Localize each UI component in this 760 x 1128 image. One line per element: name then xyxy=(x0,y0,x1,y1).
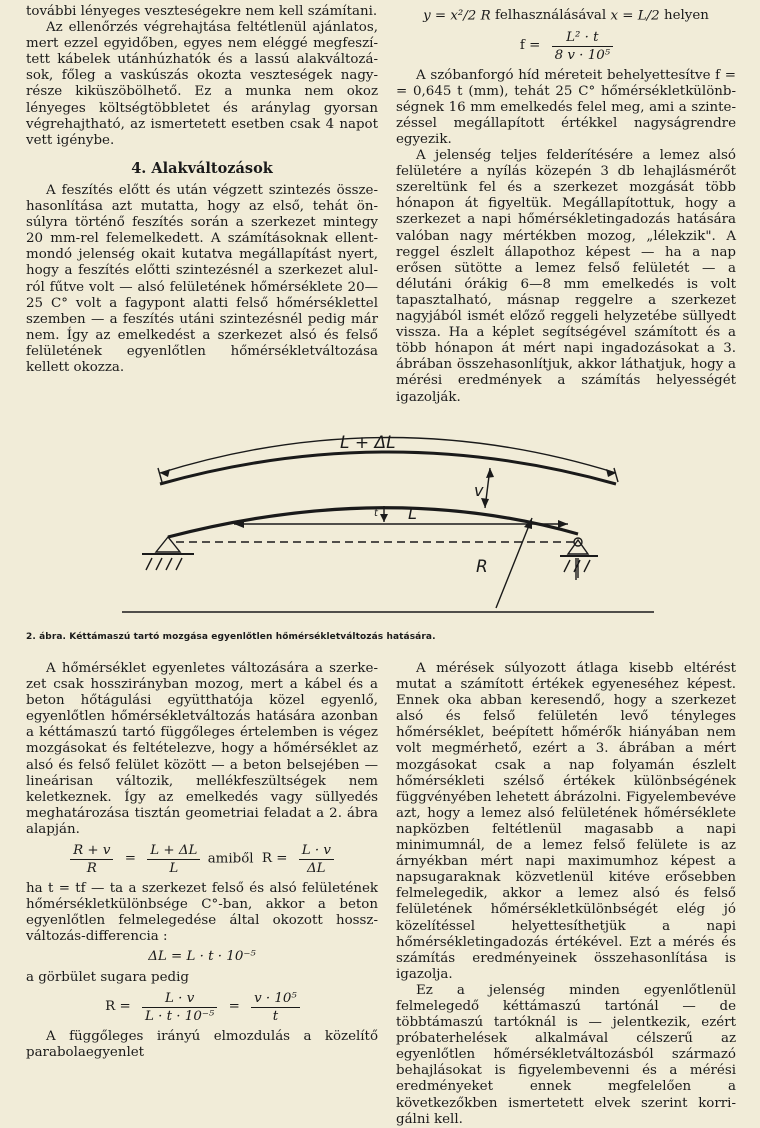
numerator: L · v xyxy=(299,842,334,860)
label-l-plus-dl: L + ΔL xyxy=(340,433,396,453)
paragraph: további lényeges veszteségekre nem kell számítani. xyxy=(26,4,378,19)
equation-2: ΔL = L · t · 10⁻⁵ xyxy=(148,949,256,965)
paragraph: Az ellenőrzés végrehajtása feltétlenül ajánlatos, mert ezzel egyidőben, egyes nem eléggé megfeszített kábelek utánhúzhatók és a lassú alakváltozások, főleg a vaskúszás okozta veszteségek nagyrésze kiküszöbölhető. Ez a munka nem okoz lényeges költségtöbbletet és aránylag gyorsan végrehajtható, az ismertetett esetben csak 4 napot vett igénybe. xyxy=(26,20,378,148)
label-t: t xyxy=(374,508,378,519)
paragraph: A jelenség teljes felderítésére a lemez alsó felületére a nyílás közepén 3 db lehajlásmérőt szereltünk fel és a szerkezet mozgását több hónapon át figyeltük. Megállapítottuk, hogy a szerkezet a napi hőmérsékletingadozás hatására valóban nagy mértékben mozog, „lélekzik". A reggel észlelt állapothoz képest — ha a nap erősen sütötte a lemez felső felületét — a délutáni órákig 6—8 mm emelkedés is volt tapasztalható, másnap reggelre a szerkezet nagyjából ismét előző reggeli helyzetébe süllyedt vissza. Ha a képlet segítségével számított és a több hónapon át mért napi ingadozásokat a 3. ábrában összehasonlítjuk, akkor láthatjuk, hogy a mérési eredmények a számítás helyességét igazolják. xyxy=(396,148,736,405)
label-r: R xyxy=(476,557,488,577)
paragraph: A mérések súlyozott átlaga kisebb eltérést mutat a számított értékek egyeneséhez képest. Ennek oka abban keresendő, hogy a szerkezet alsó és felső felületén levő tényleges hőmérséklet, beépített hőmérők hiányában nem volt megmérhető, ezért a 3. ábrában a mért mozgásokat csak a nap folyamán észlelt hőmérsékleti szélső értékek különbségének függvényében lehetett ábrázolni. Figyelembevéve azt, hogy a lemez alsó felületének hőmérséklete napközben feltétlenül magasabb a napi minimumnál, de a lemez felső felülete is az árnyékban mért napi maximumhoz képest a napsugaraknak közvetlenül kitéve erősebben felmelegedik, akkor a lemez alsó és felső felületének hőmérsékletkülönbségét elég jó közelítéssel helyettesíthetjük a napi hőmérsékletingadozás értékével. Ezt a mérés és számítás eredményeinek összehasonlítása is igazolja. xyxy=(396,661,736,982)
radius-line xyxy=(496,518,532,608)
fraction xyxy=(251,990,300,1025)
figure-caption: 2. ábra. Kéttámaszú tartó mozgása egyenlőtlen hőmérsékletváltozás hatására. xyxy=(26,632,436,642)
equals-sign: = xyxy=(124,851,136,867)
equation-intro xyxy=(396,8,736,25)
paragraph: a görbület sugara pedig xyxy=(26,969,189,985)
denominator: L · t · 10⁻⁵ xyxy=(145,1008,215,1024)
equation-1 xyxy=(26,842,378,877)
numerator: R + v xyxy=(70,842,113,860)
numerator: L² · t xyxy=(552,29,614,47)
equation-part: helyen xyxy=(663,8,709,23)
beam-deflection-figure xyxy=(108,430,668,616)
denominator: ΔL xyxy=(307,861,326,877)
left-support xyxy=(156,537,180,552)
tick-right xyxy=(614,468,618,482)
left-column-bottom xyxy=(26,661,378,1061)
right-column-top xyxy=(396,4,736,406)
numerator: v · 10⁵ xyxy=(251,990,300,1008)
tick-left xyxy=(158,468,162,482)
equation-f xyxy=(396,29,736,64)
equation-part: y = x²/2 R xyxy=(423,8,491,24)
beam-top-surface xyxy=(160,452,616,484)
paragraph: Ez a jelenség minden egyenlőtlenül felmelegedő kéttámaszú tartónál — de többtámaszú tartóknál is — jelentkezik, ezért próbaterhelések alkalmával célszerű az egyenlőtlen hőmérsékletváltozásból származó behajlásokat is figyelembevenni és a mérési eredményeket ennek megfelelően a következőkben ismertetett elvek szerint korrigálni kell. xyxy=(396,982,736,1127)
beam-bottom-surface xyxy=(168,508,578,537)
paragraph: A szóbanforgó híd méreteit behelyettesítve f = = 0,645 t (mm), tehát 25 C° hőmérsékletkülönbségnek 16 mm emelkedés felel meg, ami a szintezéssel megállapított értékkel nagyságrendre egyezik. xyxy=(396,67,736,148)
fraction xyxy=(147,842,200,877)
equation-3 xyxy=(26,990,378,1025)
denominator: R xyxy=(86,861,97,877)
figure-drawing xyxy=(108,430,668,616)
section-title: 4. Alakváltozások xyxy=(131,159,273,177)
denominator: L xyxy=(169,861,179,877)
fraction xyxy=(142,990,217,1025)
equation-lhs: R = xyxy=(105,999,131,1015)
paragraph: A feszítés előtt és után végzett szintezés összehasonlítása azt mutatta, hogy az első, tehát önsúlyra történő feszítés során a szerkezet mintegy 20 mm-rel felemelkedett. A számításoknak ellentmondó jelenség okait kutatva megállapítást nyert, hogy a feszítés előtti szintezésnél a szerkezet alulról fűtve volt — alsó felületének hőmérséklete 20—25 C° volt a fagypont alatti felső hőmérséklettel szemben — a feszítés utáni szintezésnél pedig már nem. Így az emelkedést a szerkezet alsó és felső felületének egyenlőtlen hőmérsékletváltozása kellett okozza. xyxy=(26,182,378,375)
denominator: 8 v · 10⁵ xyxy=(554,47,611,63)
numerator: L · v xyxy=(142,990,217,1008)
label-l: L xyxy=(408,504,417,523)
fraction xyxy=(70,842,113,877)
paragraph: A hőmérséklet egyenletes változására a szerkezet csak hosszirányban mozog, mert a kábel és a beton hőtágulási együtthatója közel egyenlő, egyenlőtlen hőmérsékletváltozás hatására azonban a kéttámaszú tartó függőleges értelemben is végez mozgásokat és feltételezve, hogy a hőmérséklet az alsó és felső felület között — a beton belsejében — lineárisan változik, mellékfeszültségek nem keletkeznek. Így az emelkedés vagy süllyedés meghatározása tisztán geometriai feladat a 2. ábra alapján. xyxy=(26,661,378,837)
equation-part: felhasználásával xyxy=(494,8,607,23)
equation-word: amiből xyxy=(207,851,254,867)
label-v: v xyxy=(474,481,484,500)
paragraph: ha t = tf — ta a szerkezet felső és alsó felületének hőmérsékletkülönbsége C°-ban, akkor a beton egyenlőtlen felmelegedése által okozott hosszváltozás-differencia : xyxy=(26,881,378,945)
fraction xyxy=(299,842,334,877)
right-column-bottom xyxy=(396,661,736,1128)
denominator: t xyxy=(272,1008,279,1024)
numerator: L + ΔL xyxy=(147,842,200,860)
equation-lhs: f = xyxy=(519,38,541,54)
equals-sign: = xyxy=(228,999,240,1015)
paragraph: A függőleges irányú elmozdulás a közelítő parabolaegyenlet xyxy=(26,1028,378,1060)
left-column-top xyxy=(26,4,378,376)
equation-lhs: R = xyxy=(261,851,288,867)
fraction xyxy=(552,29,614,64)
equation-part: x = L/2 xyxy=(610,8,660,24)
